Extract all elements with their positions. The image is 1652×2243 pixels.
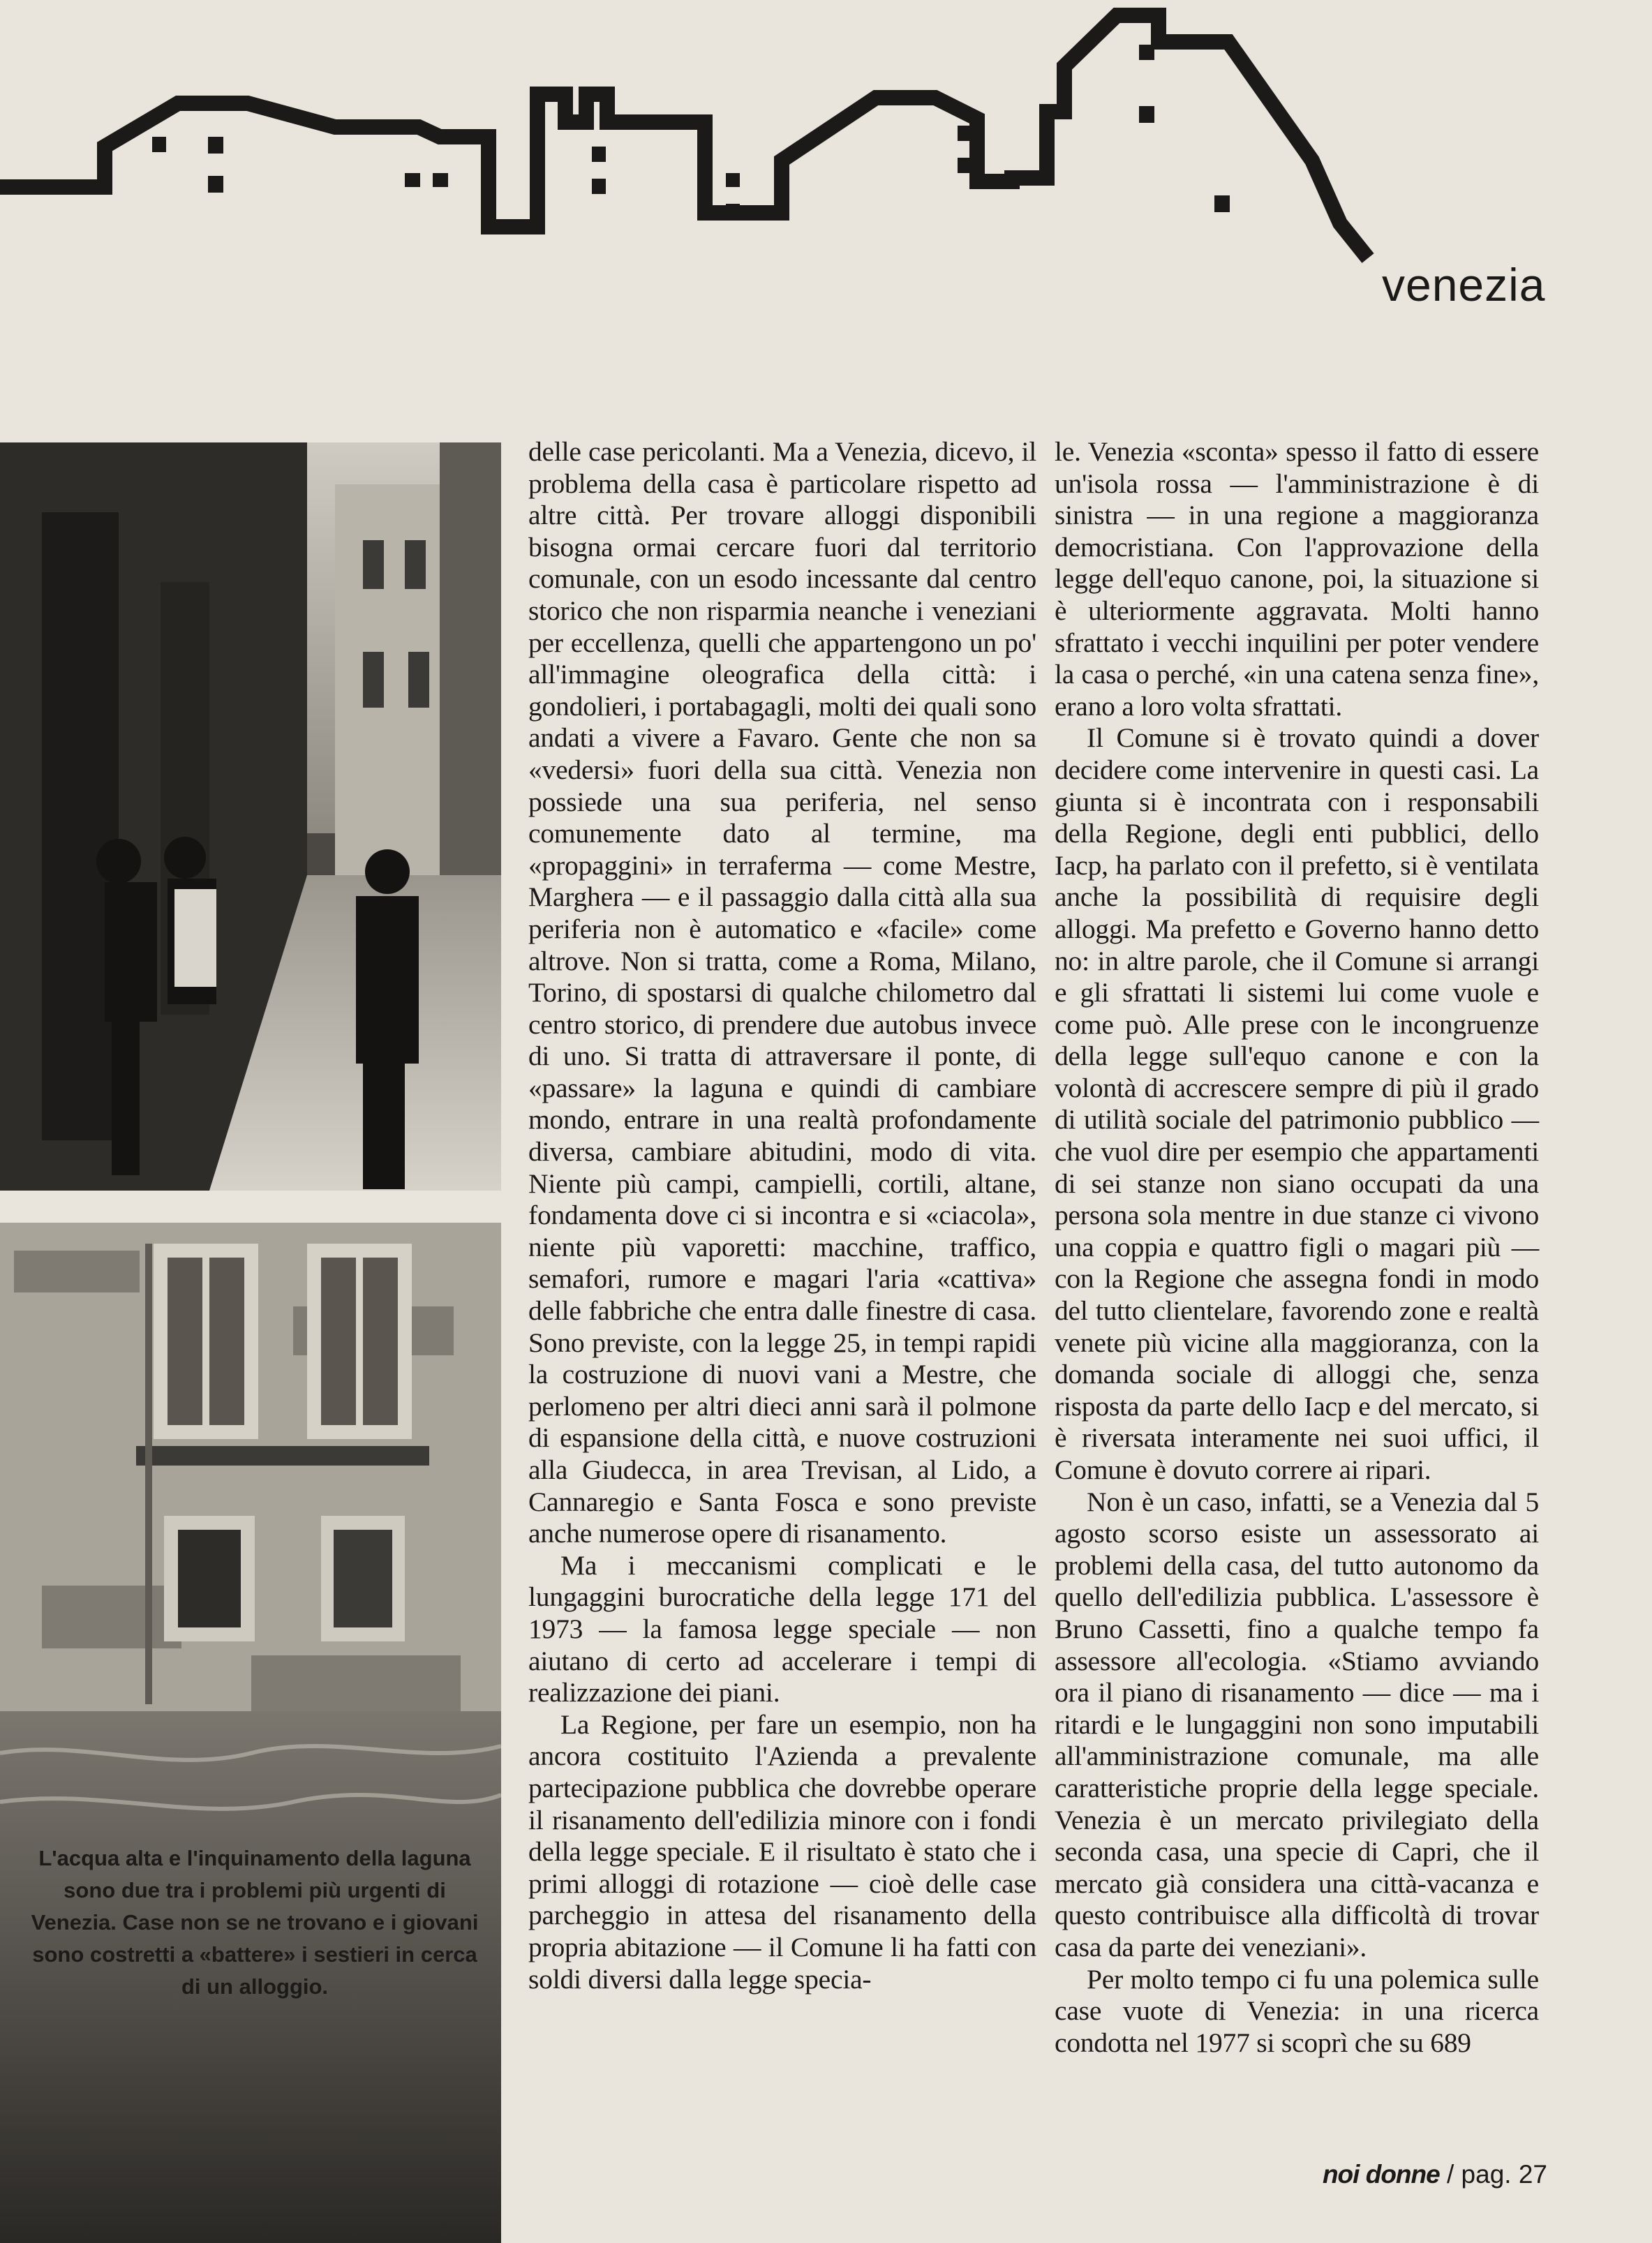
page-footer xyxy=(1323,2160,1547,2189)
article-paragraph: Il Comune si è trovato quindi a dover decidere come intervenire in questi casi. La giunta si è incontrata con i responsabili della Regione, degli enti pubblici, dello Iacp, ha parlato con il prefetto, si è ventilata anche la possibilità di requisire degli alloggi. Ma prefetto e Governo hanno detto no: in altre parole, che il Comune si arrangi e gli sfrattati li sistemi lui come vuole e come può. Alle prese con le incongruenze della legge sull'equo canone e con la volontà di accrescere sempre di più il grado di utilità sociale del patrimonio pubblico — che vuol dire per esempio che appartamenti di sei stanze non siano occupati da una persona sola mentre in due stanze ci vivono una coppia e quattro figli o magari più — con la Regione che assegna fondi in modo del tutto clientelare, favorendo zone e realtà venete più vicine alla maggioranza, con la domanda sociale di alloggi che, senza risposta da parte dello Iacp e del mercato, si è riversata interamente nei suoi uffici, il Comune è dovuto correre ai ripari. xyxy=(1055,722,1539,1485)
facade-photo-icon xyxy=(0,1223,501,2243)
alley-photo-icon xyxy=(0,442,501,1191)
article-paragraph: delle case pericolanti. Ma a Venezia, dicevo, il problema della casa è particolare rispetto ad altre città. Per trovare alloggi disponibili bisogna ormai cercare fuori dal territorio comunale, con un esodo incessante dal centro storico che non risparmia neanche i veneziani per eccellenza, quelli che appartengono un po' all'immagine oleografica della città: i gondolieri, i portabagagli, molti dei quali sono andati a vivere a Favaro. Gente che non sa «vedersi» fuori della sua città. Venezia non possiede una sua periferia, nel senso comunemente dato al termine, ma «propaggini» in terraferma — come Mestre, Marghera — e il passaggio dalla città alla sua periferia non è automatico e «facile» come altrove. Non si tratta, come a Roma, Milano, Torino, di spostarsi di qualche chilometro dal centro storico, di prendere due autobus invece di uno. Si tratta di attraversare il ponte, di «passare» la laguna e quindi di cambiare mondo, entrare in una realtà profondamente diversa, cambiare abitudini, modo di vita. Niente più campi, campielli, cortili, altane, fondamenta dove ci si incontra e si «ciacola», niente più vaporetti: macchine, traffico, semafori, rumore e magari l'aria «cattiva» delle fabbriche che entra dalle finestre di casa. Sono previste, con la legge 25, in tempi rapidi la costruzione di nuovi vani a Mestre, che perlomeno per altri dieci anni sarà il polmone di espansione della città, e nuove costruzioni alla Giudecca, in area Trevisan, al Lido, a Cannaregio e Santa Fosca e sono previste anche numerose opere di risanamento. xyxy=(528,436,1036,1549)
article-column-middle xyxy=(528,436,1036,1995)
section-title: venezia xyxy=(1382,259,1546,311)
skyline-outline xyxy=(0,15,1368,258)
article-column-right xyxy=(1055,436,1539,2059)
article-paragraph: La Regione, per fare un esempio, non ha ancora costituito l'Azienda a prevalente partecipazione pubblica che dovrebbe operare il risanamento dell'edilizia minore con i fondi della legge speciale. E il risultato è stato che i primi alloggi di rotazione — cioè delle case parcheggio in attesa del risanamento della propria abitazione — il Comune li ha fatti con soldi diversi dalla legge specia- xyxy=(528,1708,1036,1995)
facade-photo xyxy=(0,1223,501,2243)
article-paragraph: Ma i meccanismi complicati e le lungaggini burocratiche della legge 171 del 1973 — la famosa legge speciale — non aiutano di certo ad accelerare i tempi di realizzazione dei piani. xyxy=(528,1549,1036,1708)
magazine-name: noi donne xyxy=(1322,2160,1440,2189)
article-paragraph: Non è un caso, infatti, se a Venezia dal 5 agosto scorso esiste un assessorato ai problemi della casa, del tutto autonomo da quello dell'edilizia pubblica. L'assessore è Bruno Cassetti, fino a qualche tempo fa assessore all'ecologia. «Stiamo avviando ora il piano di risanamento — dice — ma i ritardi e le lungaggini non sono imputabili all'amministrazione comunale, ma alle caratteristiche proprie della legge speciale. Venezia è un mercato privilegiato della seconda casa, una specie di Capri, che il mercato già considera una città-vacanza e questo contribuisce alla difficoltà di trovar casa da parte dei veneziani». xyxy=(1055,1486,1539,1962)
article-paragraph: le. Venezia «sconta» spesso il fatto di essere un'isola rossa — l'amministrazione è di sinistra — in una regione a maggioranza democristiana. Con l'approvazione della legge dell'equo canone, poi, la situazione si è ulteriormente aggravata. Molti hanno sfrattato i vecchi inquilini per poter vendere la casa o perché, «in una catena senza fine», erano a loro volta sfrattati. xyxy=(1055,436,1539,722)
photo-caption: L'acqua alta e l'inquinamento della laguna sono due tra i problemi più urgenti di Venezia. Case non se ne trovano e i giovani sono costretti a «battere» i sestieri in cerca di un alloggio. xyxy=(31,1846,479,1999)
page-number: / pag. 27 xyxy=(1446,2160,1547,2189)
alley-photo xyxy=(0,442,501,1191)
article-paragraph: Per molto tempo ci fu una polemica sulle case vuote di Venezia: in una ricerca condotta nel 1977 si scoprì che su 689 xyxy=(1055,1963,1539,2058)
